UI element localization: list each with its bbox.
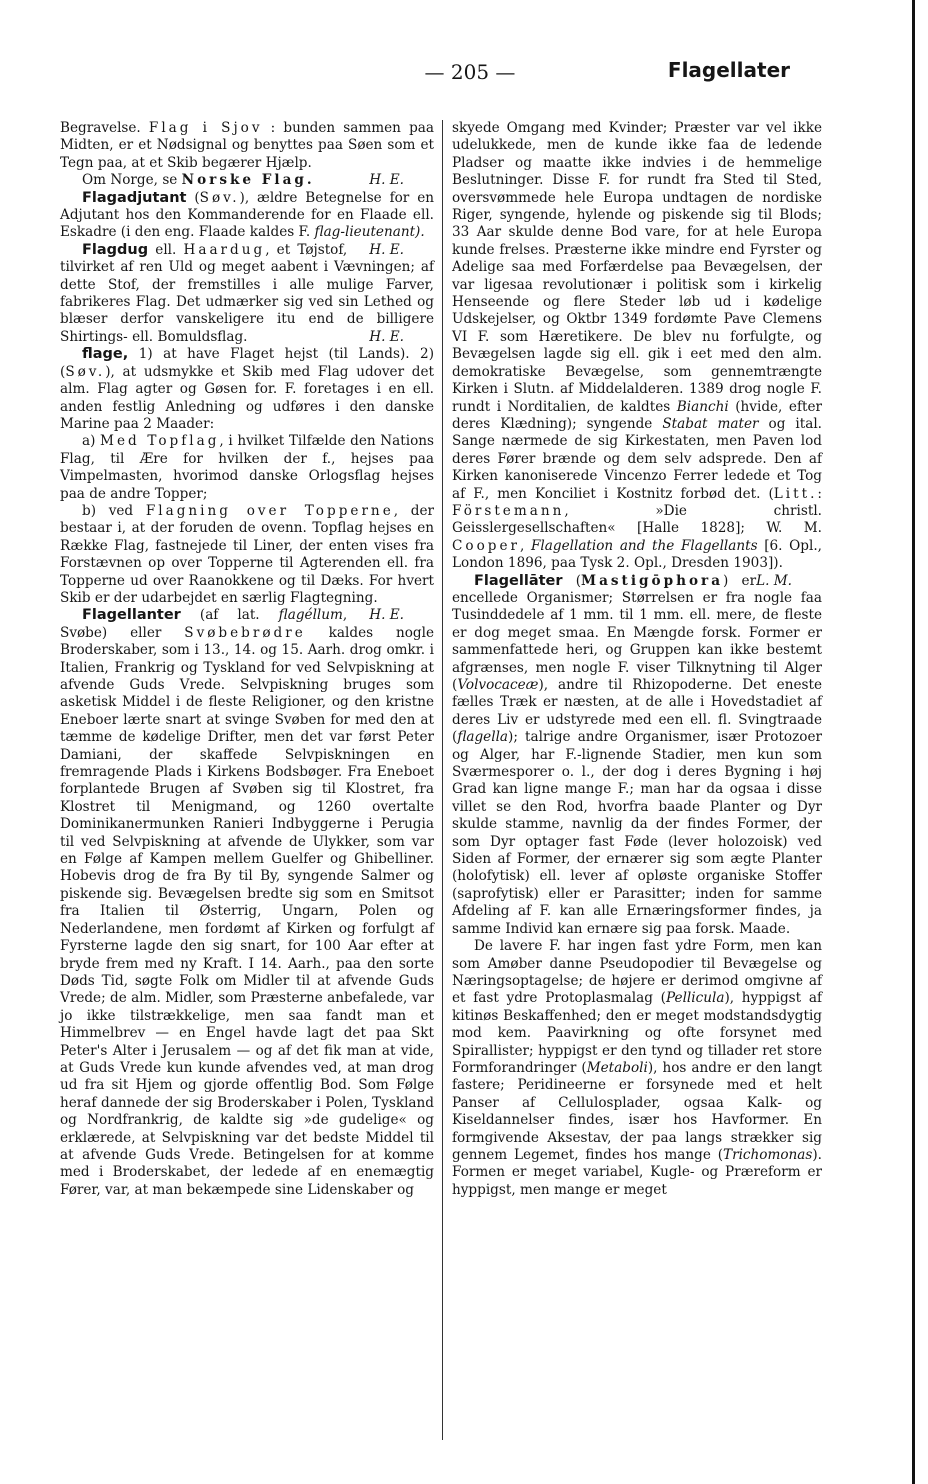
text: ), andre til Rhizopoderne. Det eneste fælles Træk er næsten, at de alle i Hovedstadiet af deres Liv er udstyrede med een ell. fl. Svingtraade (: [452, 677, 822, 746]
spaced-term: Flagning over Topperne: [145, 502, 394, 519]
italic-term: Bianchi: [676, 398, 729, 415]
text: De lavere F. har ingen fast ydre Form, men kan som Amøber danne Pseudopodier til Bevægelse og Næringsoptagelse; de højere er derimod omgivne af et fast ydre Protoplasmalag (: [452, 938, 822, 1007]
text: (: [562, 572, 582, 589]
spaced-term: Søv.: [199, 189, 240, 206]
text: ), hyppigst af kitinøs Beskaffenhed; den er meget modstandsdygtig mod kem. Paavirkning og ofte forsynet med Spirallister; hyppigst er den tynd og tillader ret store Formforandringer (: [452, 990, 822, 1076]
spaced-term: Flag i Sjov: [148, 120, 263, 136]
text: skyede Omgang med Kvinder; Præster var vel ikke udelukkede, men de kunde ikke faa de ledende Pladser og maatte ikke indvies i de hemmelige Beslutninger. Disse F. for rundt fra Sted til Sted, oversvømmede hele Europa undtagen de nordiske Riger, syngende, hylende og piskende sig til Blods; 33 Aar skulde denne Bod vare, for at hele Europa kunde frelses. Præsterne ikke mindre end Fyrster og Adelige saa med Forfærdelse paa Bevægelsen, der var ligesaa revolutionær i politisk som i kirkelig Henseende og flere Steder løb ud i kødelige Udskejelser, og Oktbr 1349 fordømte Pave Clemens VI F. som Hæretikere. De blev nu forfulgte, og Bevægelsen lagde sig ell. gik i eet med den alm. demokratiske Bevægelse, som gennemtrængte Kirken i Slutn. af Middelalderen. 1389 drog nogle F. rundt i Norditalien, de kaldtes: [452, 120, 822, 415]
text: 1) at have Flaget hejst (til Lands). 2) (: [60, 346, 434, 380]
text: , »Die christl. Geisslergesellschaften« [Halle 1828]; W. M.: [452, 502, 822, 537]
entry-flag-continuation: [60, 120, 434, 172]
text: (af lat.: [180, 607, 279, 624]
italic-term: flagella: [457, 729, 509, 746]
italic-term: Stabat mater: [662, 415, 759, 432]
spaced-term: Norske Flag.: [181, 172, 315, 189]
spaced-term: Svøbebrødre: [184, 624, 306, 641]
italic-term: Flagellation and the Flagellants: [531, 537, 758, 554]
entry-flage: [60, 346, 434, 433]
column-divider: [442, 120, 443, 1440]
text: [6. Opl., London 1896, paa Tysk 2. Opl., Dresden 1903]).: [452, 537, 822, 572]
list-item-a: [60, 433, 434, 503]
paragraph-lower-flagellates: [452, 938, 822, 1199]
italic-term: Metaboli: [586, 1059, 648, 1076]
spaced-term: Cooper: [452, 537, 521, 554]
author-signature: H. E.: [369, 607, 404, 624]
author-signature: H. E.: [369, 328, 404, 345]
author-signature: L. M.: [756, 572, 792, 589]
text: Om Norge, se: [82, 172, 182, 189]
page-number: — 205 —: [424, 60, 516, 84]
italic-term: Trichomonas: [723, 1146, 813, 1163]
author-signature: H. E.: [369, 172, 404, 189]
text: , Svøbe) eller: [60, 607, 348, 641]
text: , der bestaar i, at der foruden de ovenn. Topflag hejses en Række Flag, fastnejede til Liner, der enten vises fra Forstævnen op over Topperne til Agterenden ell. fra Topperne ud over Raanokkene og til Dæks. For hvert Skib er der udarbejdet en særlig Flagtegning.: [60, 502, 435, 606]
headword: flage,: [82, 346, 129, 363]
running-title: Flagellater: [667, 58, 790, 82]
headword: Flagdug: [82, 241, 149, 258]
text: (hvide, efter deres Klædning); syngende: [452, 398, 822, 432]
text: ,: [520, 537, 531, 554]
text: , i hvilket Tilfælde den Nations Flag, til Ære for hvilken der f., hejses paa Vimpelmasten, hvorimod danske Orlogsflag hejses paa de andre Topper;: [60, 433, 434, 502]
page-edge-line: [912, 0, 915, 1484]
text: ), ældre Betegnelse for en Adjutant hos den Kommanderende for en Flaade ell. Eskadre (i den eng. Flaade kaldes F.: [60, 189, 434, 241]
text: , et Tøjstof, tilvirket af ren Uld og meget aabent i Vævningen; af dette Stof, der fremstilles i alle mulige Farver, fabrikeres Flag. Det udmærker sig ved sin Lethed og blæser derfor vanskeligere itu end de billigere Shirtings- ell. Bomuldsflag.: [60, 241, 434, 345]
italic-term: flag-lieutenant).: [314, 224, 425, 241]
headword: Flagellanter: [82, 607, 181, 624]
cross-reference: [60, 172, 434, 189]
italic-term: Volvocaceæ: [457, 677, 539, 693]
italic-term: flagéllum: [278, 607, 343, 624]
right-column: [452, 120, 822, 1199]
headword: Flagadjutant: [82, 189, 187, 206]
text: ), at udsmykke et Skib med Flag udover det alm. Flag agter og Gøsen for. F. foretages i en ell. anden festlig Anledning og udføres i den danske Marine paa 2 Maader:: [60, 363, 434, 432]
text: kaldes nogle Broderskaber, som i 13., 14. og 15. Aarh. drog omkr. i Italien, Frankrig og Tyskland for ved Selvpiskning at afvende Guds Vrede. Selvpiskning bruges som asketisk Middel i de fleste Religioner, og den kristne Eneboer lærte snart at svinge Svøben for med den at tæmme de kødelige Drifter, men det var først Peter Damiani, der skaffede Selvpiskningen en fremragende Plads i Kirkens Bodsbøger. Fra Eneboet forplantede Brugen af Svøben sig til Klostret, fra Klostret til Menigmand, og 1260 overtalte Dominikanermunken Ranieri Indbyggerne i Perugia til ved Selvpiskning at afvende de Ulykker, som var en Følge af Kampen mellem Guelfer og Ghibelliner. Hobevis drog de fra By til By, syngende Salmer og piskende sig. Bevægelsen bredte sig som en Smitsot fra Italien til Østerrig, Ungarn, Polen og Nederlandene, men fordømt af Kirken og forfulgt af Fyrsterne lagde den sig snart, for 100 Aar efter at bryde frem med ny Kraft. I 14. Aarh., paa den sorte Døds Tid, søgte Folk om Midler til at afvende Guds Vrede; de alm. Midler, som Præsterne anbefalede, var jo ikke tilstrækkelige, men saa fandt man et Himmelbrev — en Engel havde lagt det paa Skt Peter's Alter i Jerusalem — og af det fik man at vide, at Guds Vrede kun kunde afvendes ved, at man drog ud fra sit Hjem og gjorde offentlig Bod. Som Følge heraf dannede der sig Broderskaber i Polen, Tyskland og Nordfrankrig, de kaldte sig »de gudelige« og erklærede, at Selvpiskning var det bedste Middel til at afvende Guds Vrede. Betingelsen for at komme med i Broderskabet, der ledede af en enemægtig Fører, var, at man bekæmpede sine Lidenskaber og: [60, 624, 434, 1198]
text: (: [186, 189, 200, 206]
page-header: [60, 58, 790, 92]
left-column: [60, 120, 434, 1199]
text: : bunden sammen paa Midten, er et Nødsignal og benyttes paa Søen som et Tegn paa, at et Skib begærer Hjælp.: [60, 120, 434, 171]
text: ) er encellede Organismer; Størrelsen er fra nogle faa Tusinddedele af 1 mm. til 1 mm. ell. mere, de fleste er dog meget smaa. En Mængde forsk. Former er sammenfattede heri, og Gruppen kan ikke bestemt afgrænses, men nogle F. viser Tilknytning til Alger (: [452, 572, 822, 693]
entry-flagellanter: [60, 607, 434, 1199]
text: b) ved: [82, 502, 146, 519]
spaced-term: Förstemann: [452, 502, 565, 519]
text: :: [817, 485, 822, 502]
spaced-term: Med Topflag: [100, 433, 220, 450]
text: Begravelse.: [60, 120, 149, 136]
spaced-term: Mastigōphora: [581, 572, 723, 589]
text: ), hos andre er den langt fastere; Peridineerne er forsynede med et helt Panser af Cellulosplader, ogsaa Kalk- og Kiseldannelser findes, især hos Havformer. En formgivende Aksestav, der paa langs strækker sig gennem Legemet, findes hos mange (: [452, 1059, 822, 1163]
author-signature: H. E.: [369, 241, 404, 258]
spaced-term: Litt.: [773, 485, 818, 502]
text: og ital. Sange nærmede de sig Kirkestaten, men Paven lod deres Fører brænde og dem selv adsprede. Den af Kirken kanoniserede Vincenzo Ferrer ledede et Tog af F., men Konciliet i Kostnitz forbød det. (: [452, 415, 822, 502]
text: ell.: [148, 241, 184, 258]
headword: Flagellāter: [474, 572, 563, 589]
spaced-term: Søv.: [65, 363, 106, 380]
text: ); talrige andre Organismer, især Protozoer og Alger, har F.-lignende Stadier, men kun som Sværmesporer o. l., der dog i deres Bygning i høj Grad kan ligne mange F.; man har da ogsaa i disse villet se den Rod, hvorfra baade Planter og Dyr skulde stamme, navnlig da der findes Former, der som Dyr optager fast Føde (lever holozoisk) ved Siden af Former, der ernærer sig som ægte Planter (holofytisk) ell. lever af opløste organiske Stoffer (saprofytisk) eller er Parasitter; inden for samme Afdeling af F. kan alle Ernæringsformer findes, ja samme Individ kan ernære sig paa forsk. Maade.: [452, 729, 822, 937]
text: a): [82, 433, 101, 450]
spaced-term: Haardug: [183, 241, 266, 258]
italic-term: Pellicula: [665, 990, 725, 1007]
entry-flagellater: [452, 573, 822, 939]
text: ). Formen er meget variabel, Kugle- og Præreform er hyppigst, men mange er meget: [452, 1146, 822, 1198]
